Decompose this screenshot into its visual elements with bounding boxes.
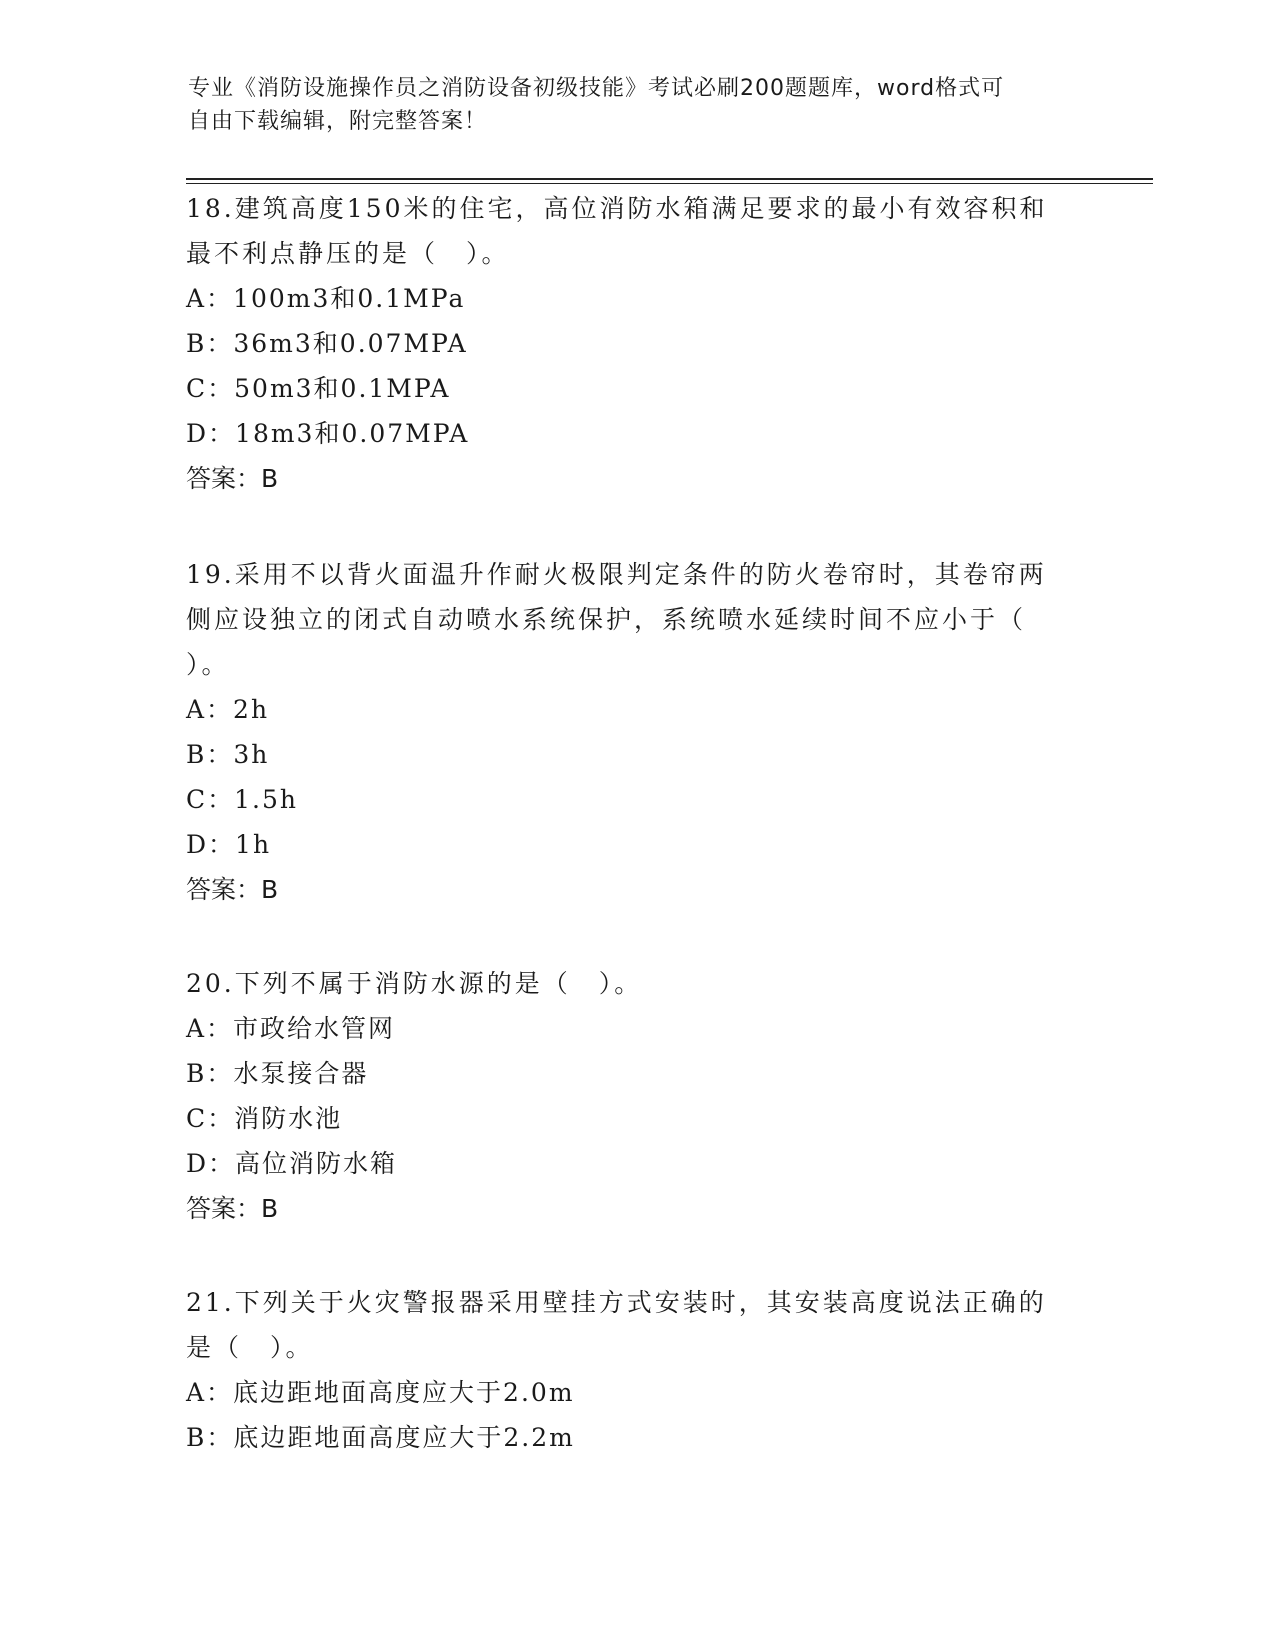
header-title-line-2: 自由下载编辑，附完整答案！ (188, 109, 488, 134)
option-c: C：消防水池 (186, 1104, 343, 1133)
option-d: D：高位消防水箱 (186, 1149, 398, 1178)
option-b: B：底边距地面高度应大于2.2m (186, 1423, 575, 1452)
option-a: A：2h (186, 695, 270, 724)
question-stem-line: 19.采用不以背火面温升作耐火极限判定条件的防火卷帘时，其卷帘两 (186, 560, 1047, 589)
answer: 答案：B (186, 464, 279, 493)
question-18 (186, 186, 1086, 501)
answer: 答案：B (186, 1194, 279, 1223)
question-stem-line: 侧应设独立的闭式自动喷水系统保护，系统喷水延续时间不应小于（ (186, 605, 1027, 634)
header-title-line-1: 专业《消防设施操作员之消防设备初级技能》考试必刷200题题库，word格式可 (188, 76, 1005, 101)
question-19 (186, 552, 1086, 912)
document-header (188, 72, 1088, 138)
option-b: B：水泵接合器 (186, 1059, 369, 1088)
question-stem-line: 21.下列关于火灾警报器采用壁挂方式安装时，其安装高度说法正确的 (186, 1288, 1047, 1317)
question-stem-line: 20.下列不属于消防水源的是（ ）。 (186, 969, 643, 998)
question-stem-line: 18.建筑高度150米的住宅，高位消防水箱满足要求的最小有效容积和 (186, 194, 1048, 223)
option-a: A：100m3和0.1MPa (186, 284, 466, 313)
option-d: D：18m3和0.07MPA (186, 419, 470, 448)
question-stem-line: 是（ ）。 (186, 1333, 314, 1362)
option-d: D：1h (186, 830, 272, 859)
header-divider-thin (186, 183, 1153, 184)
question-21 (186, 1280, 1086, 1460)
question-20 (186, 961, 1086, 1231)
option-a: A：市政给水管网 (186, 1014, 396, 1043)
option-b: B：36m3和0.07MPA (186, 329, 468, 358)
option-c: C：50m3和0.1MPA (186, 374, 451, 403)
question-stem-line: 最不利点静压的是（ ）。 (186, 239, 510, 268)
question-stem-line: ）。 (186, 650, 230, 679)
option-c: C：1.5h (186, 785, 298, 814)
option-b: B：3h (186, 740, 270, 769)
answer: 答案：B (186, 875, 279, 904)
option-a: A：底边距地面高度应大于2.0m (186, 1378, 575, 1407)
header-divider-thick (186, 178, 1153, 180)
